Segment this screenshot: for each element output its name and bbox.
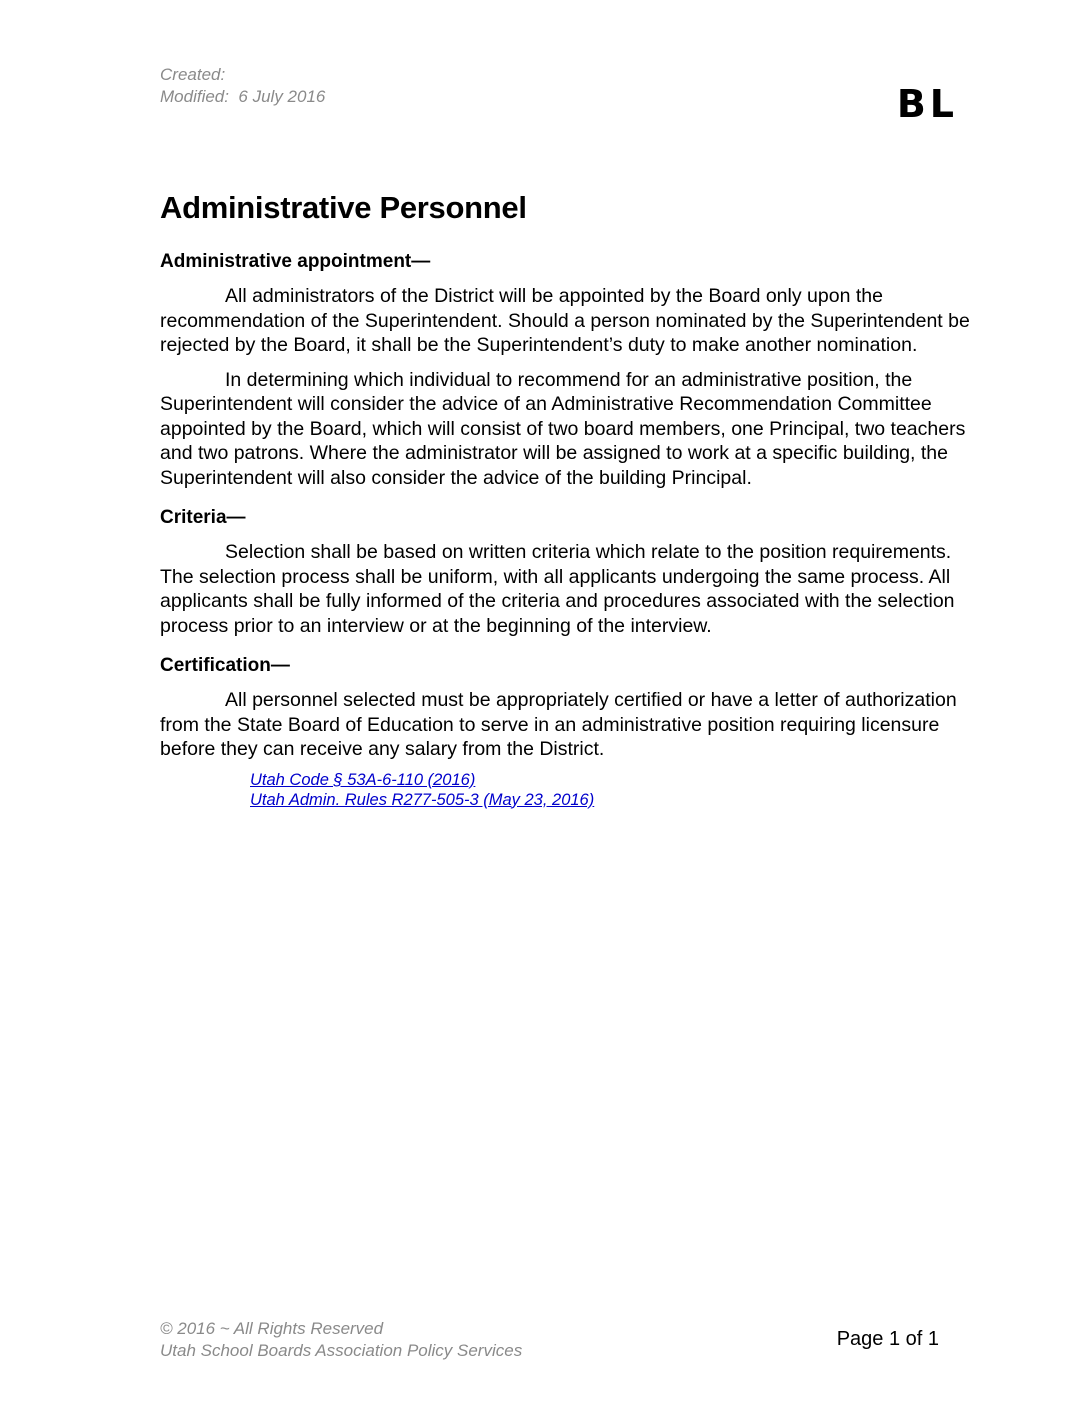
reference-link-utah-code[interactable]: Utah Code § 53A-6-110 (2016) [250,770,476,789]
section-heading: Criteria— [160,507,246,528]
legal-references [250,770,970,810]
paragraph: All personnel selected must be appropriately certified or have a letter of authorization from the State Board of Education to serve in an administrative position requiring licensure before they can receive any salary from the District. [160,689,957,760]
copyright-text: © 2016 ~ All Rights Reserved [160,1319,384,1338]
footer-copyright [160,1318,522,1362]
page-number: Page 1 of 1 [836,1328,939,1350]
publisher-text: Utah School Boards Association Policy Services [160,1341,523,1360]
modified-date: Modified: 6 July 2016 [160,87,326,106]
policy-body [160,250,970,826]
section-heading: Certification— [160,655,290,676]
paragraph: Selection shall be based on written criteria which relate to the position requirements. The selection process shall be uniform, with all applicants undergoing the same process. All applicants shall be fully informed of the criteria and procedures associated with the selection process prior to an interview or at the beginning of the interview. [160,541,955,637]
section-criteria [160,506,970,638]
page-title: Administrative Personnel [160,190,527,225]
reference-link-admin-rules[interactable]: Utah Admin. Rules R277-505-3 (May 23, 2016) [250,790,595,809]
created-label: Created: [160,65,226,84]
document-meta [160,64,325,108]
policy-code: BL [896,82,958,126]
section-certification [160,654,970,810]
section-heading: Administrative appointment— [160,251,431,272]
paragraph: All administrators of the District will be appointed by the Board only upon the recommendation of the Superintendent. Should a person nominated by the Superintendent be rejected by the Board, it shall be the Superintendent’s duty to make another nomination. [160,285,970,356]
section-administrative-appointment [160,250,970,490]
paragraph: In determining which individual to recommend for an administrative position, the Superintendent will consider the advice of an Administrative Recommendation Committee appointed by the Board, which will consist of two board members, one Principal, two teachers and two patrons. Where the administrator will be assigned to work at a specific building, the Superintendent will also consider the advice of the building Principal. [160,368,966,489]
